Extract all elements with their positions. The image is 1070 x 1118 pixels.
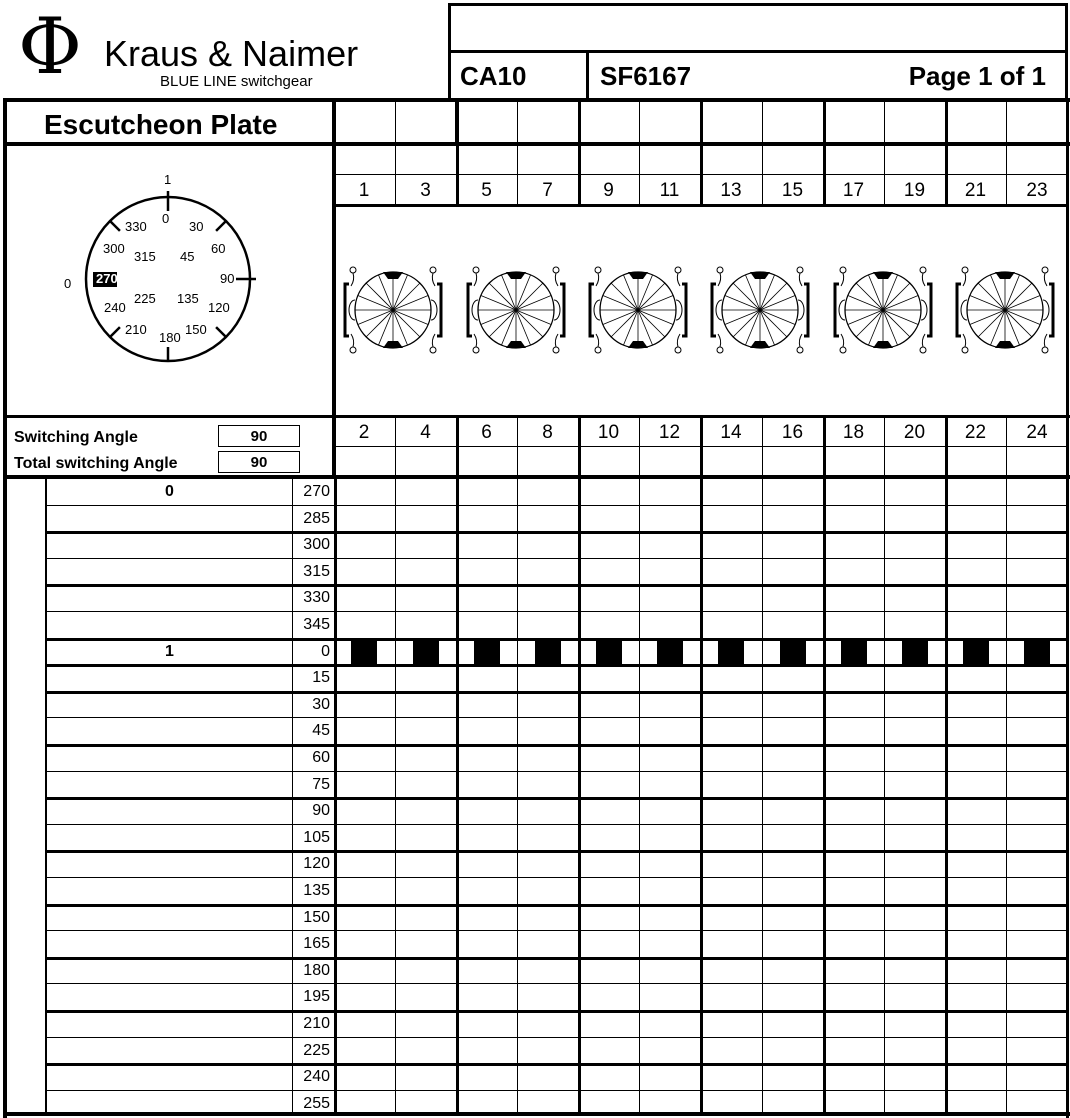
contact-diagram [580,262,700,362]
terminal-number: 2 [358,422,370,443]
dial-angle-label: 120 [208,300,230,315]
angle-label: 15 [312,669,330,686]
dial-angle-label: 60 [211,241,226,256]
section-title: Escutcheon Plate [44,109,278,140]
contact-closed-mark [657,641,683,665]
switching-angle-label: Switching Angle [14,429,138,446]
angle-label: 60 [312,749,330,766]
contact-closed-mark [413,641,439,665]
terminal-number: 18 [842,422,865,443]
dial-tick [216,221,226,231]
angle-label: 30 [312,696,330,713]
dial-angle-label: 150 [185,322,207,337]
escutcheon-dial [50,165,300,380]
switching-angle-value: 90 [250,428,268,445]
dial-tick [110,327,120,337]
terminal-number: 24 [1026,422,1048,443]
contact-closed-mark [963,641,989,665]
terminal-number: 12 [658,422,681,443]
angle-label: 315 [303,563,330,580]
type-code: CA10 [460,61,527,91]
contact-closed-mark [535,641,561,665]
total-switching-angle-label: Total switching Angle [14,455,178,472]
contact-diagram [458,262,578,362]
terminal-number: 20 [903,422,926,443]
dial-angle-label: 45 [180,249,195,264]
terminal-number: 23 [1026,180,1048,201]
terminal-number: 4 [420,422,431,443]
terminal-number: 16 [781,422,804,443]
contact-closed-mark [596,641,622,665]
terminal-number: 11 [659,180,680,201]
terminal-number: 15 [781,180,804,201]
dial-tick [216,327,226,337]
terminal-number: 1 [358,180,370,201]
total-switching-angle-value: 90 [250,454,268,471]
angle-label: 0 [321,643,330,660]
brand-name: Kraus & Naimer [104,33,359,74]
contact-diagram [702,262,822,362]
dial-angle-label: 270 [96,271,118,286]
angle-label: 135 [303,882,330,899]
terminal-number: 3 [420,180,431,201]
terminal-number: 5 [481,180,492,201]
terminal-number: 17 [842,180,865,201]
dial-angle-label: 0 [162,211,170,226]
angle-label: 255 [303,1095,330,1112]
contact-closed-mark [780,641,806,665]
contact-diagram [825,262,945,362]
contact-closed-mark [841,641,867,665]
dial-angle-label: 180 [159,330,181,345]
angle-label: 90 [312,802,330,819]
angle-label: 45 [312,722,330,739]
position-label: 1 [165,643,174,660]
terminal-number: 6 [481,422,492,443]
angle-label: 75 [312,776,330,793]
contact-closed-mark [718,641,744,665]
logo [18,2,438,98]
terminal-number: 22 [964,422,987,443]
dial-angle-label: 330 [125,219,147,234]
angle-label: 240 [303,1068,330,1085]
brand-subtitle: BLUE LINE switchgear [160,73,313,90]
escutcheon-top-label: 1 [164,172,172,187]
contact-closed-mark [1024,641,1050,665]
page-indicator: Page 1 of 1 [908,61,1046,91]
angle-label: 225 [303,1042,330,1059]
dial-angle-label: 135 [177,291,199,306]
contact-diagram [947,262,1067,362]
switching-angle-value-box [218,425,300,447]
angle-label: 270 [303,483,330,500]
angle-label: 210 [303,1015,330,1032]
angle-label: 165 [303,935,330,952]
terminal-number: 13 [720,180,742,201]
logo-phi-icon: Φ [18,2,82,92]
dial-angle-label: 315 [134,249,156,264]
angle-label: 120 [303,855,330,872]
dial-angle-label: 30 [189,219,204,234]
angle-label: 285 [303,510,330,527]
dial-angle-label: 90 [220,271,235,286]
total-switching-angle-value-box [218,451,300,473]
contact-closed-mark [351,641,377,665]
dial-angle-label: 300 [103,241,125,256]
terminal-number: 8 [542,422,553,443]
angle-label: 345 [303,616,330,633]
terminal-number: 21 [964,180,987,201]
angle-label: 180 [303,962,330,979]
angle-label: 330 [303,589,330,606]
escutcheon-left-label: 0 [64,276,72,291]
terminal-number: 9 [603,180,614,201]
position-label: 0 [165,483,174,500]
terminal-number: 10 [597,422,620,443]
dial-tick [110,221,120,231]
contact-closed-mark [902,641,928,665]
angle-label: 105 [303,829,330,846]
contact-closed-mark [474,641,500,665]
terminal-number: 7 [542,180,553,201]
terminal-number: 19 [903,180,926,201]
angle-label: 195 [303,988,330,1005]
contact-diagram [335,262,455,362]
program-number: SF6167 [600,61,692,91]
angle-label: 150 [303,909,330,926]
terminal-number: 14 [720,422,742,443]
angle-label: 300 [303,536,330,553]
dial-angle-label: 210 [125,322,147,337]
dial-angle-label: 225 [134,291,156,306]
dial-angle-label: 240 [104,300,126,315]
